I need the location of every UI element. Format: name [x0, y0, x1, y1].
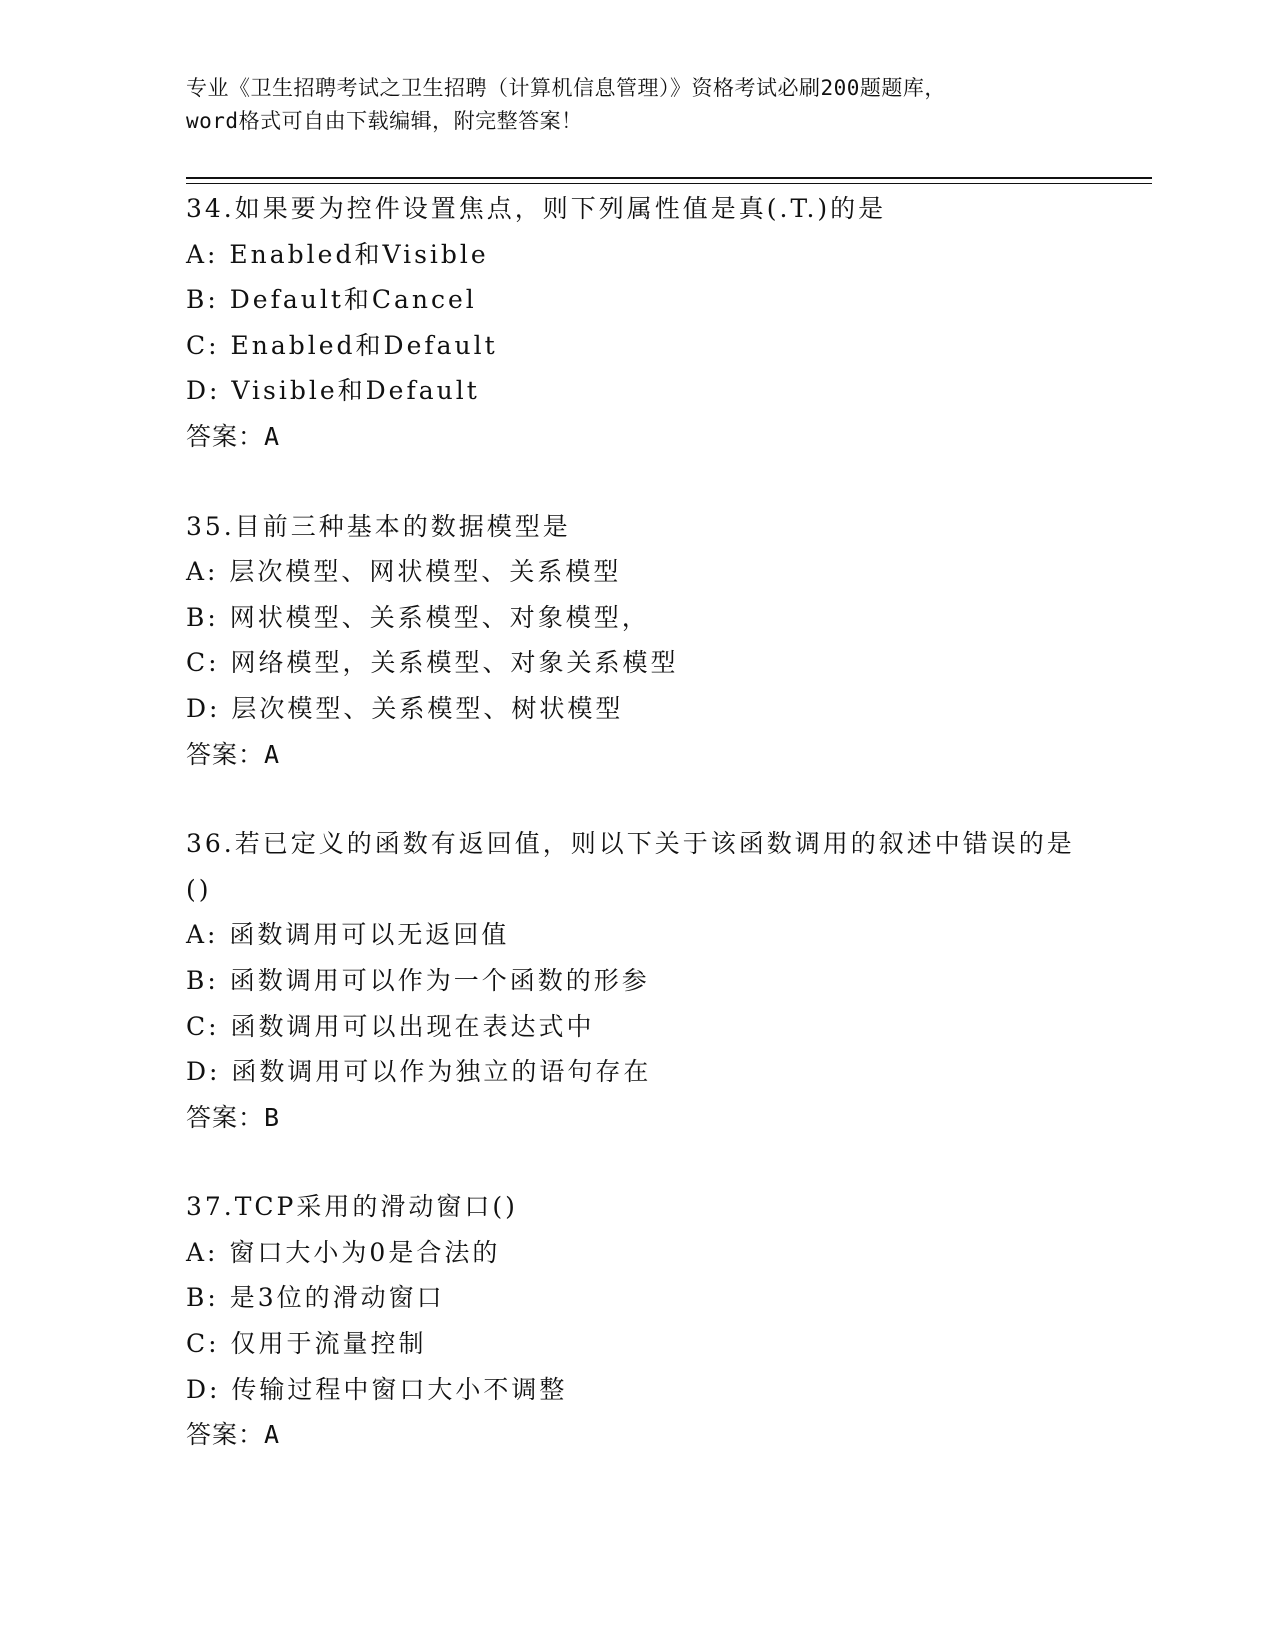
option-c: C: 网络模型，关系模型、对象关系模型: [186, 648, 679, 678]
header-divider-thin: [186, 183, 1152, 184]
question-list: [186, 186, 1086, 1458]
option-d: D: Visible和Default: [186, 376, 480, 406]
option-c: C: Enabled和Default: [186, 330, 498, 360]
question-spacer: [186, 1140, 1086, 1184]
header-divider-thick: [186, 177, 1152, 179]
question-37: [186, 1184, 1086, 1458]
option-b: B: 是3位的滑动窗口: [186, 1283, 445, 1313]
option-a: A: 函数调用可以无返回值: [186, 920, 510, 950]
option-d: D: 层次模型、关系模型、树状模型: [186, 693, 624, 723]
answer-line: 答案：A: [186, 421, 281, 451]
option-d: D: 传输过程中窗口大小不调整: [186, 1374, 568, 1404]
answer-line: 答案：B: [186, 1102, 281, 1132]
option-a: A: 窗口大小为0是合法的: [186, 1237, 501, 1267]
option-d: D: 函数调用可以作为独立的语句存在: [186, 1057, 652, 1087]
option-a: A: Enabled和Visible: [186, 239, 489, 269]
option-c: C: 函数调用可以出现在表达式中: [186, 1011, 595, 1041]
header-line-2: word格式可自由下载编辑，附完整答案！: [186, 109, 583, 133]
option-c: C: 仅用于流量控制: [186, 1329, 427, 1359]
question-36: [186, 821, 1086, 1140]
header-line-1: 专业《卫生招聘考试之卫生招聘（计算机信息管理）》资格考试必刷200题题库，: [186, 76, 946, 100]
option-b: B: 函数调用可以作为一个函数的形参: [186, 965, 650, 995]
question-spacer: [186, 777, 1086, 821]
question-34: [186, 186, 1086, 460]
answer-line: 答案：A: [186, 739, 281, 769]
question-35: [186, 504, 1086, 778]
option-a: A: 层次模型、网状模型、关系模型: [186, 557, 622, 587]
option-b: B: Default和Cancel: [186, 285, 477, 315]
answer-line: 答案：A: [186, 1420, 281, 1450]
option-b: B: 网状模型、关系模型、对象模型，: [186, 602, 650, 632]
question-title: 37.TCP采用的滑动窗口(): [186, 1192, 518, 1222]
question-spacer: [186, 460, 1086, 504]
document-header: [186, 72, 1086, 138]
question-title: 35.目前三种基本的数据模型是: [186, 511, 571, 541]
question-title: 34.如果要为控件设置焦点，则下列属性值是真(.T.)的是: [186, 194, 887, 223]
question-title: 36.若已定义的函数有返回值，则以下关于该函数调用的叙述中错误的是(): [186, 829, 1075, 904]
